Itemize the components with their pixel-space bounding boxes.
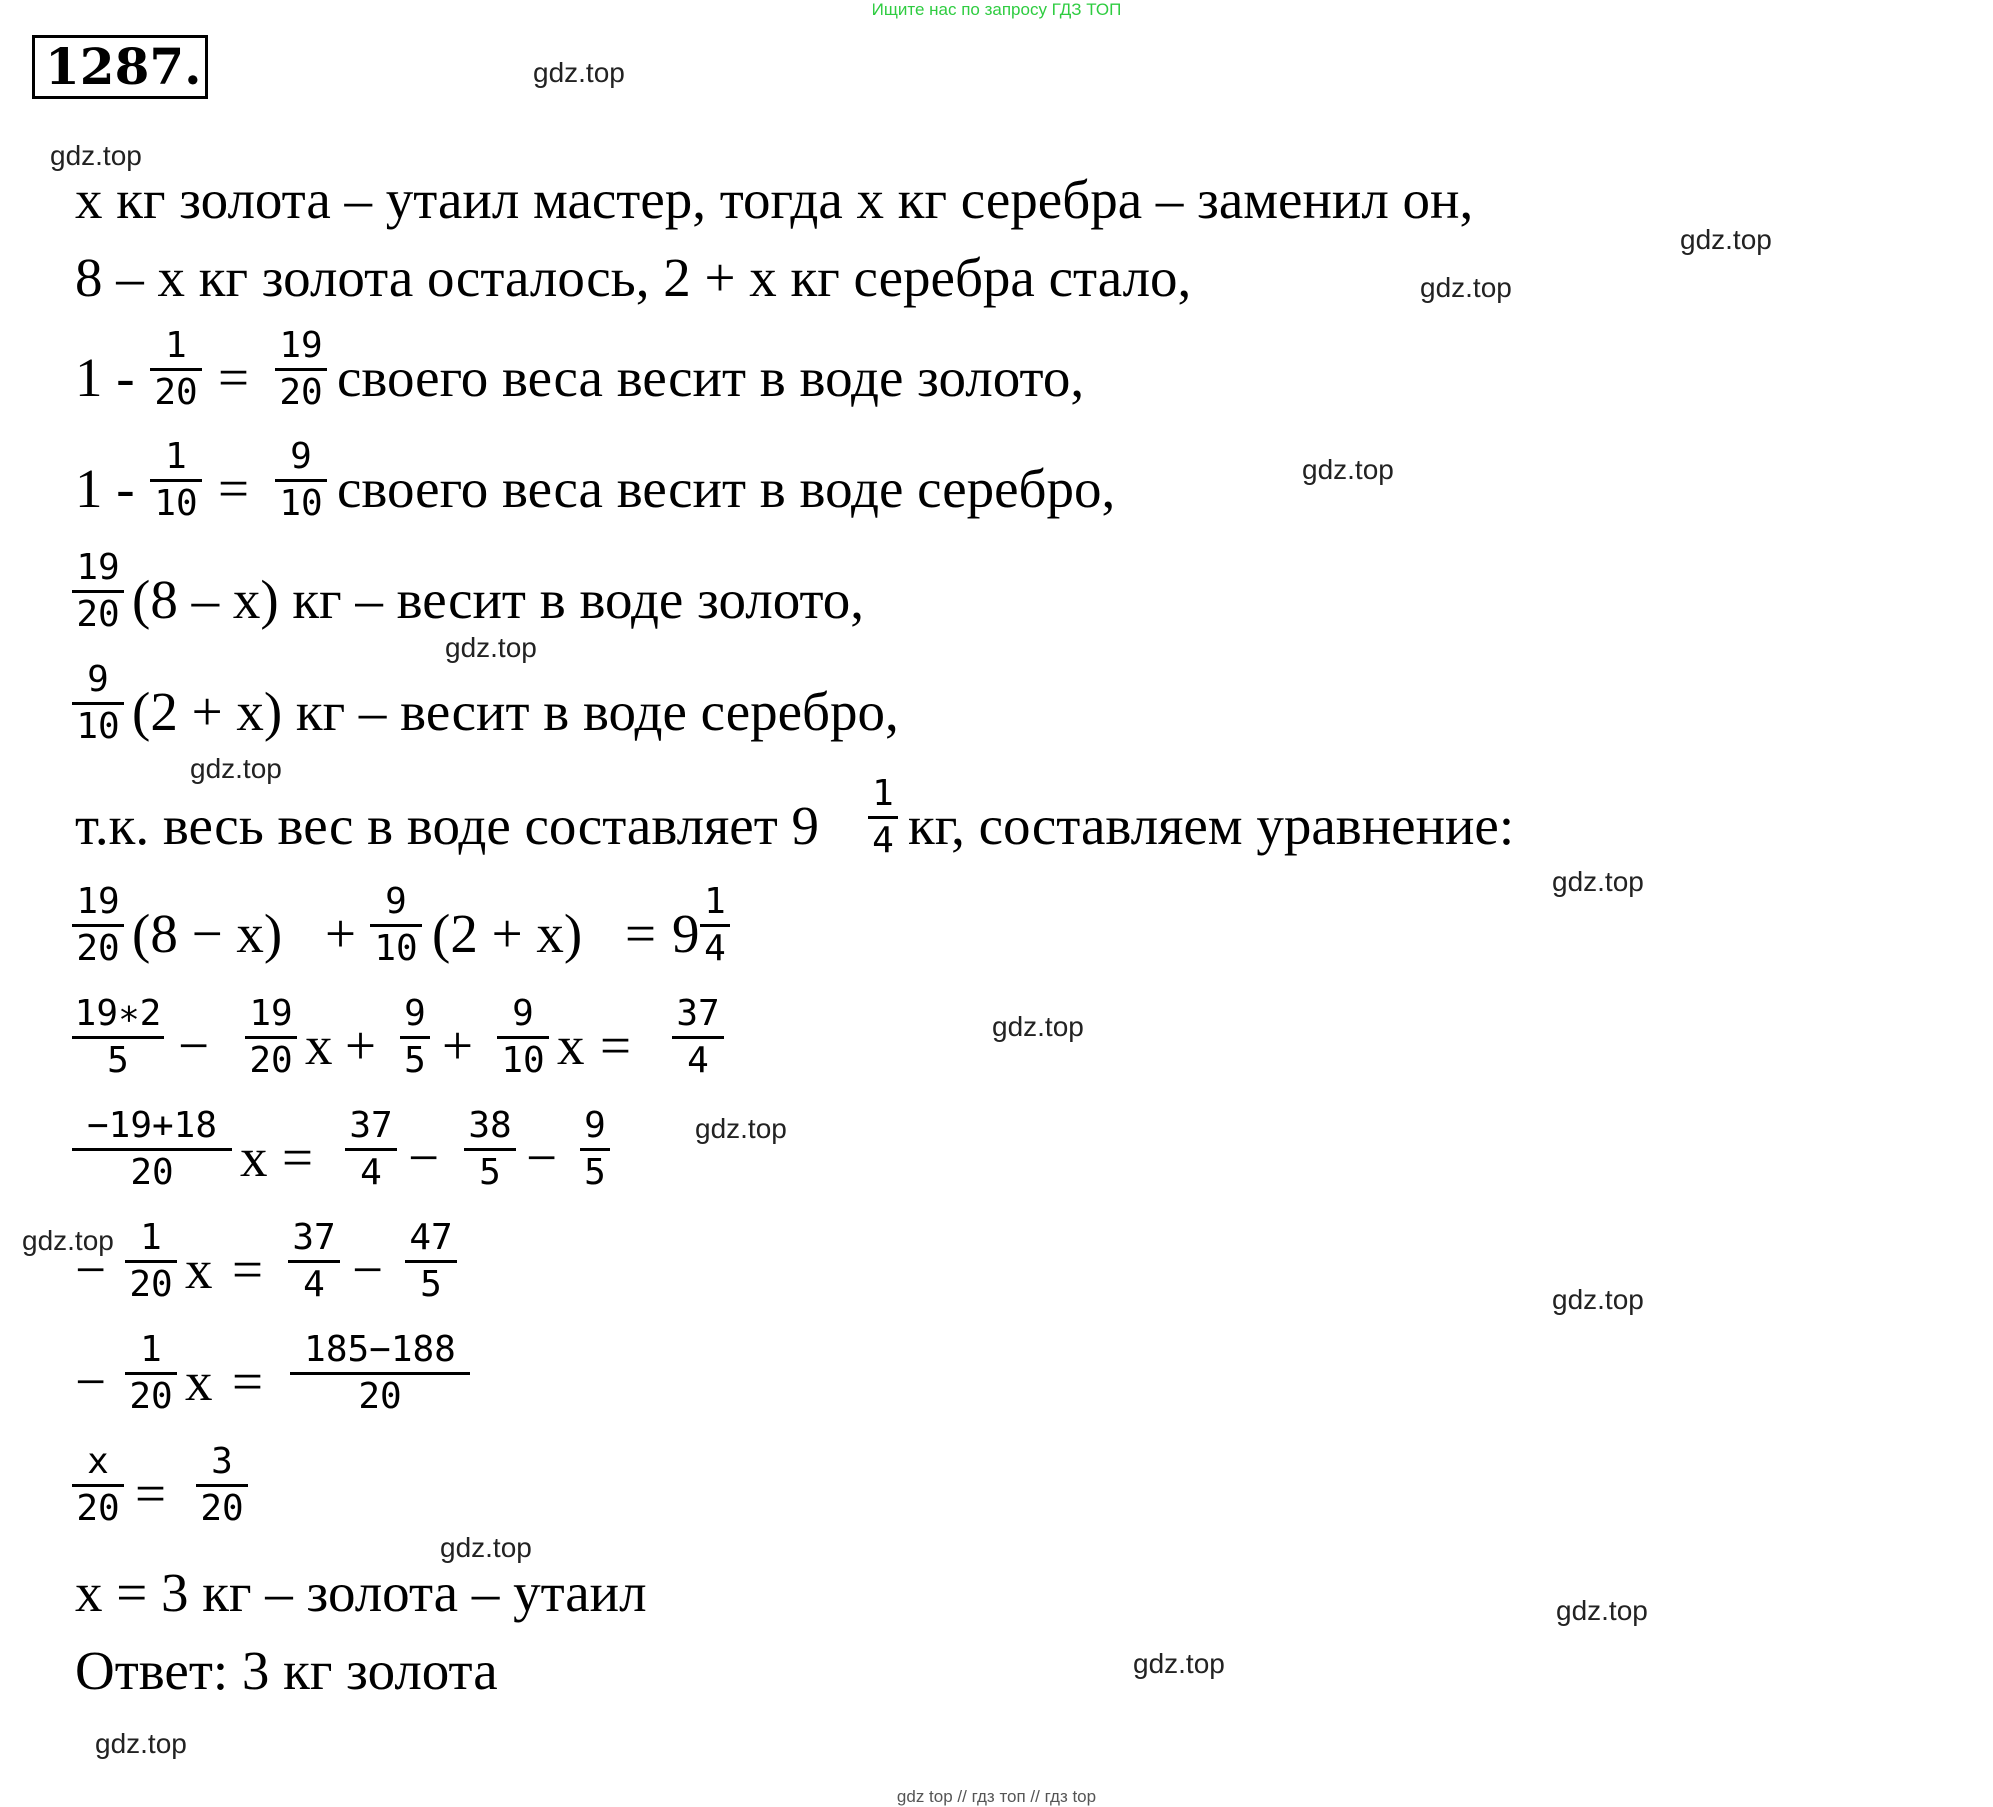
watermark: gdz.top <box>1420 272 1512 303</box>
minus-sign: − <box>75 1351 107 1412</box>
number: 9 <box>672 903 700 964</box>
variable: x <box>185 1239 213 1300</box>
watermark: gdz.top <box>440 1532 532 1563</box>
fraction: 47 5 <box>405 1218 457 1305</box>
bottom-banner: gdz top // гдз топ // гдз top <box>896 1787 1097 1806</box>
watermark: gdz.top <box>1552 866 1644 897</box>
fraction: 9 10 <box>497 994 549 1081</box>
text-line-7-end: кг, составляем уравнение: <box>908 795 1515 856</box>
equals-sign: = <box>232 1239 264 1300</box>
plus-sign: + <box>345 1015 377 1076</box>
watermark: gdz.top <box>190 753 282 784</box>
watermark: gdz.top <box>533 57 625 88</box>
fraction: 1 20 <box>150 326 202 413</box>
fraction: 185−188 20 <box>290 1330 470 1417</box>
watermark: gdz.top <box>22 1225 114 1256</box>
fraction: x 20 <box>72 1442 124 1529</box>
problem-number: 1287. <box>32 35 208 99</box>
watermark: gdz.top <box>1552 1284 1644 1315</box>
minus-sign: − <box>75 1239 107 1300</box>
text-line-4: своего веса весит в воде серебро, <box>337 458 1116 519</box>
minus-sign: − <box>178 1015 210 1076</box>
top-banner: Ищите нас по запросу ГДЗ ТОП <box>871 0 1122 19</box>
variable: x <box>240 1127 268 1188</box>
equals-sign: = <box>282 1127 314 1188</box>
text-line-1: x кг золота – утаил мастер, тогда x кг серебра – заменил он, <box>75 169 1474 230</box>
text-line-5: (8 – x) кг – весит в воде золото, <box>132 569 865 630</box>
fraction: 9 10 <box>275 437 327 524</box>
fraction: 37 4 <box>345 1106 397 1193</box>
watermark: gdz.top <box>50 140 142 171</box>
watermark: gdz.top <box>1556 1595 1648 1626</box>
one-minus: 1 - <box>75 347 135 408</box>
watermark: gdz.top <box>695 1113 787 1144</box>
variable: x <box>185 1351 213 1412</box>
fraction: 37 4 <box>288 1218 340 1305</box>
fraction: 1 10 <box>150 437 202 524</box>
fraction: −19+18 20 <box>72 1106 232 1193</box>
minus-sign: − <box>352 1239 384 1300</box>
fraction: 9 10 <box>72 660 124 747</box>
plus-sign: + <box>442 1015 474 1076</box>
variable: x <box>557 1015 585 1076</box>
equals-sign: = <box>135 1463 167 1524</box>
fraction: 37 4 <box>672 994 724 1081</box>
watermark: gdz.top <box>992 1011 1084 1042</box>
plus-sign: + <box>325 903 357 964</box>
fraction: 19 20 <box>72 882 124 969</box>
fraction: 19 20 <box>245 994 297 1081</box>
result-line: x = 3 кг – золота – утаил <box>75 1562 647 1623</box>
watermark: gdz.top <box>95 1728 187 1759</box>
text-line-6: (2 + x) кг – весит в воде серебро, <box>132 681 899 742</box>
answer-line: Ответ: 3 кг золота <box>75 1640 498 1701</box>
fraction: 38 5 <box>464 1106 516 1193</box>
variable: x <box>305 1015 333 1076</box>
text-line-2: 8 – x кг золота осталось, 2 + x кг серебра стало, <box>75 247 1192 308</box>
fraction: 3 20 <box>196 1442 248 1529</box>
fraction: 9 5 <box>400 994 430 1081</box>
watermark: gdz.top <box>1680 224 1772 255</box>
equals-sign: = <box>218 347 250 408</box>
watermark: gdz.top <box>1133 1648 1225 1679</box>
text-line-7: т.к. весь вес в воде составляет 9 <box>75 795 820 856</box>
minus-sign: − <box>408 1127 440 1188</box>
fraction: 9 10 <box>370 882 422 969</box>
one-minus: 1 - <box>75 458 135 519</box>
fraction: 9 5 <box>580 1106 610 1193</box>
expression: (8 − x) <box>132 903 283 964</box>
equals-sign: = <box>218 458 250 519</box>
fraction: 1 20 <box>125 1330 177 1417</box>
fraction: 19∗2 5 <box>72 994 164 1081</box>
fraction: 1 4 <box>700 882 730 969</box>
fraction: 19 20 <box>275 326 327 413</box>
equals-sign: = <box>232 1351 264 1412</box>
fraction: 19 20 <box>72 548 124 635</box>
watermark: gdz.top <box>445 632 537 663</box>
fraction: 1 4 <box>868 774 898 861</box>
expression: (2 + x) <box>432 903 583 964</box>
text-line-3: своего веса весит в воде золото, <box>337 347 1085 408</box>
fraction: 1 20 <box>125 1218 177 1305</box>
equals-sign: = <box>625 903 657 964</box>
minus-sign: − <box>526 1127 558 1188</box>
equals-sign: = <box>600 1015 632 1076</box>
watermark: gdz.top <box>1302 454 1394 485</box>
